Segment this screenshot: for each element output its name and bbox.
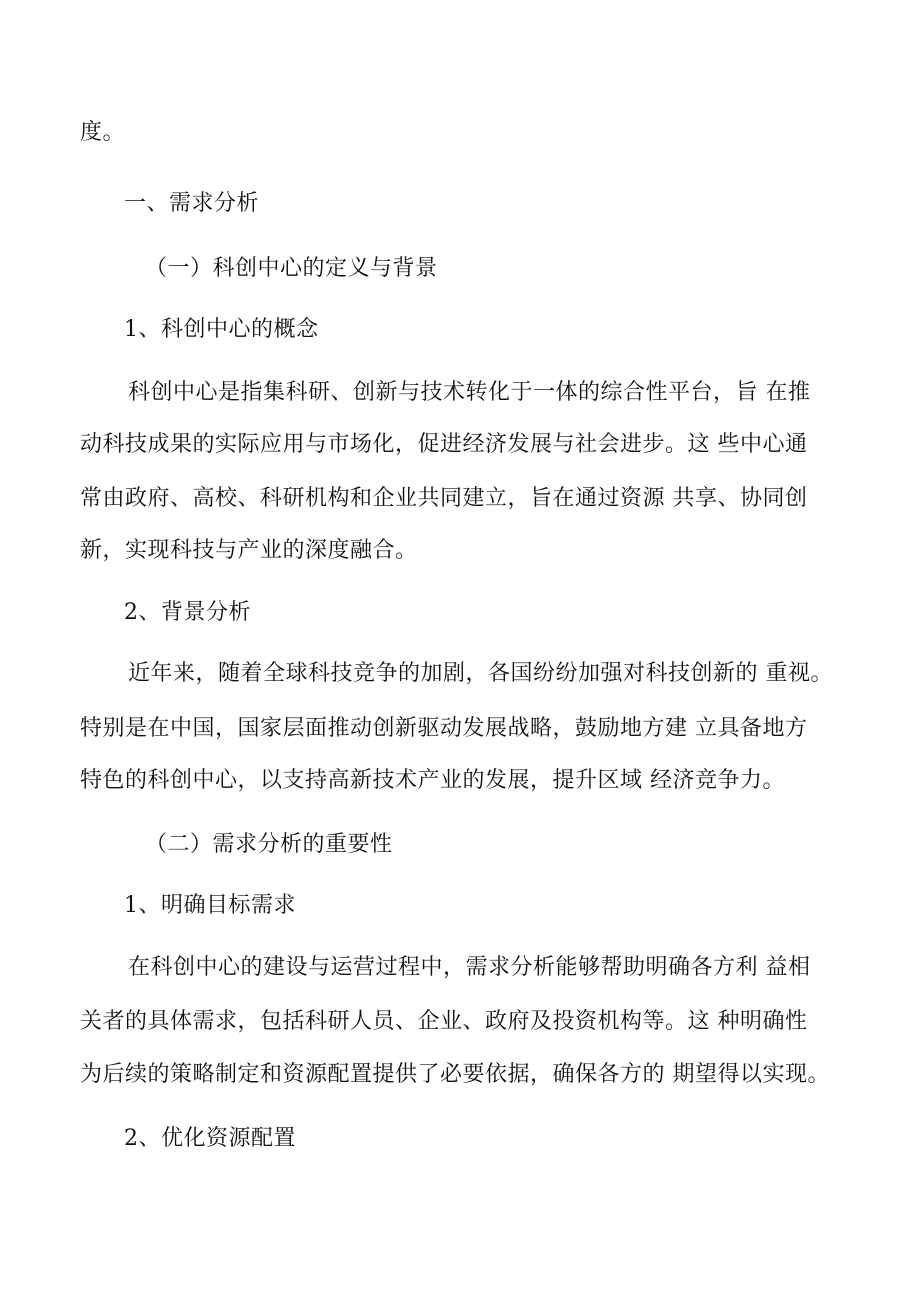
section-heading: 一、需求分析 [124, 191, 260, 216]
item-heading: 2、背景分析 [124, 600, 251, 625]
body-text-line: 科创中心是指集科研、创新与技术转化于一体的综合性平台，旨 在推 [128, 380, 811, 405]
body-text-line: 常由政府、高校、科研机构和企业共同建立，旨在通过资源 共享、协同创 [80, 486, 808, 511]
body-text-line: 近年来，随着全球科技竞争的加剧，各国纷纷加强对科技创新的 重视。 [128, 661, 833, 686]
body-text-line: 特色的科创中心，以支持高新技术产业的发展，提升区域 经济竞争力。 [80, 768, 785, 793]
body-text-line: 在科创中心的建设与运营过程中，需求分析能够帮助明确各方利 益相 [128, 955, 811, 980]
body-text-line: 关者的具体需求，包括科研人员、企业、政府及投资机构等。这 种明确性 [80, 1009, 808, 1034]
body-text-line: 新，实现科技与产业的深度融合。 [80, 538, 418, 563]
body-text-line: 为后续的策略制定和资源配置提供了必要依据，确保各方的 期望得以实现。 [80, 1062, 830, 1087]
subsection-heading: （二）需求分析的重要性 [145, 832, 393, 857]
item-heading: 1、科创中心的概念 [124, 317, 319, 342]
subsection-heading: （一）科创中心的定义与背景 [145, 256, 438, 281]
paragraph-tail: 度。 [80, 120, 126, 145]
body-text-line: 特别是在中国，国家层面推动创新驱动发展战略，鼓励地方建 立具备地方 [80, 716, 808, 741]
item-heading: 2、优化资源配置 [124, 1126, 296, 1151]
body-text-line: 动科技成果的实际应用与市场化，促进经济发展与社会进步。这 些中心通 [80, 432, 808, 457]
item-heading: 1、明确目标需求 [124, 893, 296, 918]
